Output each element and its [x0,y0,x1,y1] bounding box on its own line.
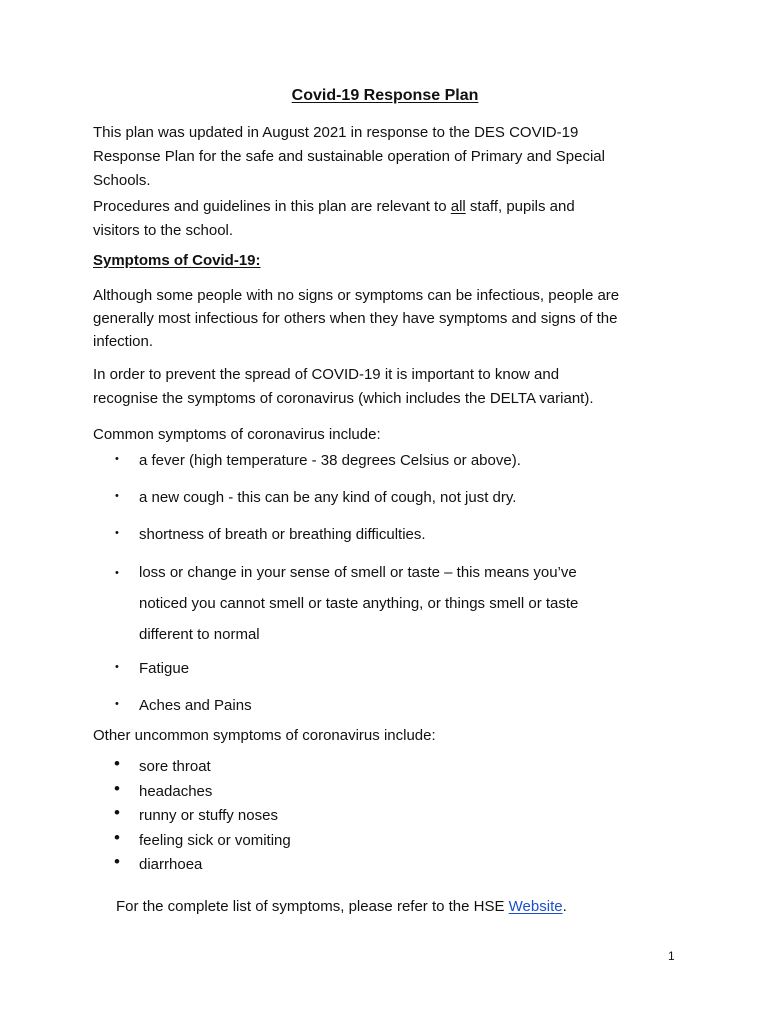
prevent-line-2: recognise the symptoms of coronavirus (which includes the DELTA variant). [93,390,594,407]
list-item: • a fever (high temperature - 38 degrees Celsius or above). [93,449,653,473]
procedures-paragraph [93,195,693,243]
intro-line-2: Response Plan for the safe and sustainable operation of Primary and Special [93,148,605,165]
list-item: • sore throat [114,754,211,775]
bullet-icon: • [115,698,119,710]
infectious-paragraph [93,284,693,353]
intro-line-3: Schools. [93,172,151,189]
common-symptoms-intro: Common symptoms of coronavirus include: [93,426,381,443]
procedures-emphasis: all [450,198,466,215]
procedures-line-2: visitors to the school. [93,222,234,239]
footer-reference [116,895,567,919]
page-title: Covid-19 Response Plan [291,87,479,104]
list-item: • feeling sick or vomiting [114,827,291,849]
footer-text: For the complete list of symptoms, please refer to the HSE [116,898,509,915]
bullet-icon: • [114,827,120,847]
list-item: • runny or stuffy noses [114,803,278,825]
uncommon-symptoms-list [93,755,291,878]
bullet-icon: • [115,490,119,502]
bullet-icon: • [114,803,120,823]
list-item: • shortness of breath or breathing difficulties. [93,523,653,547]
page-number: 1 [668,949,675,963]
infectious-line-2: generally most infectious for others when they have symptoms and signs of the [93,310,618,327]
symptoms-heading: Symptoms of Covid-19: [93,252,261,269]
list-item: • headaches [114,778,213,800]
list-item: • diarrhoea [114,852,203,874]
infectious-line-1: Although some people with no signs or symptoms can be infectious, people are [93,287,620,304]
list-item: • Fatigue [93,657,653,681]
list-item: • Aches and Pains [93,694,653,718]
bullet-icon: • [115,453,119,465]
prevent-paragraph [93,363,693,411]
bullet-icon: • [114,778,120,798]
bullet-icon: • [115,567,119,579]
prevent-line-1: In order to prevent the spread of COVID-19 it is important to know and [93,366,560,383]
intro-line-1: This plan was updated in August 2021 in response to the DES COVID-19 [93,124,579,141]
procedures-prefix: Procedures and guidelines in this plan are relevant to [93,198,451,215]
intro-paragraph [93,121,693,193]
footer-end: . [562,898,567,915]
list-item: • a new cough - this can be any kind of cough, not just dry. [93,486,653,510]
common-symptoms-list [93,449,653,731]
bullet-icon: • [114,754,120,773]
list-item: • loss or change in your sense of smell or taste – this means you’ve noticed you cannot smell or taste anything, or things smell or taste different to normal [93,557,653,650]
procedures-suffix: staff, pupils and [465,198,575,215]
bullet-icon: • [115,527,119,539]
hse-website-link[interactable]: Website [508,898,563,915]
bullet-icon: • [115,661,119,673]
uncommon-symptoms-intro: Other uncommon symptoms of coronavirus include: [93,727,436,744]
infectious-line-3: infection. [93,333,154,350]
bullet-icon: • [114,852,120,872]
